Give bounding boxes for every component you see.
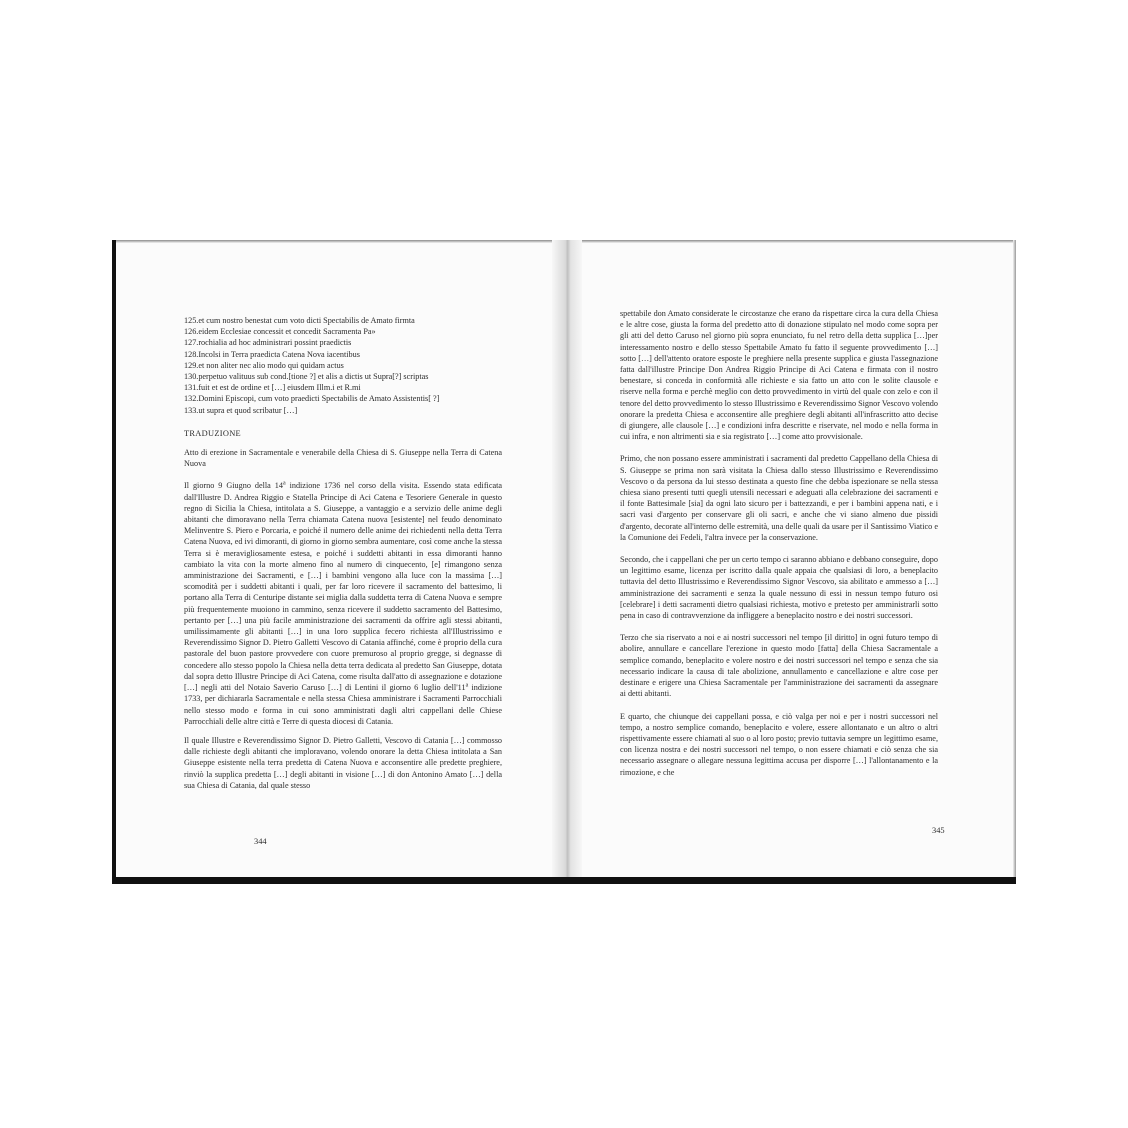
paragraph-2: Il quale Illustre e Reverendissimo Signor D. Pietro Galletti, Vescovo di Catania […] commosso dalle richieste degli abitanti che imploravano, volendo onorare la detta Chiesa intitolata a San Giuseppe esistente nella terra predetta di Catena Nuova e acconsentire alle predette preghiere, rinviò la supplica predetta […] degli abitanti in visione […] di don Antonino Amato […] della sua Chiesa di Catania, dal quale stesso (184, 735, 502, 790)
latin-line: 133.ut supra et quod scribatur […] (184, 405, 298, 415)
latin-transcription (184, 315, 502, 416)
paragraph-1-part-a: Il giorno 9 Giugno della 14 (184, 481, 283, 491)
latin-line: 125.et cum nostro benestat cum voto dicti Spectabilis de Amato firmta (184, 316, 415, 325)
right-page (620, 240, 938, 877)
paragraph-secondo: Secondo, che i cappellani che per un certo tempo ci saranno abbiano e debbano conseguire, dopo un legittimo esame, licenza per iscritto dalla quale appaia che qualsiasi di loro, a beneplacito tuttavia del detto Illustrissimo e Reverendissimo Signor Vescovo, sia abilitato e ammesso a […] amministrazione dei sacramenti e senza la quale nessuno di essi in nessun tempo futuro osi [celebrare] i detti sacramenti dietro qualsiasi richiesta, motivo e pretesto per amministrarli sotto pena in caso di contravvenzione da infliggere a beneplacito nostro e dei nostri successori. (620, 555, 938, 621)
ordinal-suffix: a (282, 480, 286, 487)
page-number-right: 345 (932, 826, 945, 835)
latin-line: 129.et non aliter nec alio modo qui quidam actus (184, 360, 344, 370)
ordinal-suffix: a (465, 682, 469, 689)
paragraph-primo: Primo, che non possano essere amministrati i sacramenti dal predetto Cappellano della Chiesa di S. Giuseppe se prima non sarà visitata la Chiesa dallo stesso Illustrissimo e Reverendissimo Vescovo o da persona da lui stesso destinata a questo fine che debba ispezionare se nella stessa chiesa siano presenti tutti quegli utensili necessari e adeguati alla celebrazione dei sacramenti e il fonte Battesimale [sia] da ogni lato sicuro per i battezzandi, e per i bambini appena nati, e i sacri vasi d'argento per conservare gli oli sacri, e anche che vi siano almeno due pissidi d'argento, decorate all'interno delle estremità, una delle quali da usare per il Santissimo Viatico e la Comunione dei Fedeli, l'altra invece per la conservazione. (620, 454, 938, 542)
paragraph-1-part-b: indizione 1736 nel corso della visita. Essendo stata edificata dall'Illustre D. Andrea Riggio e Statella Principe di Aci Catena e Tesoriere Generale in questo regno di Sicilia la Chiesa, intitolata a S. Giuseppe, a vantaggio e a servizio delle anime degli abitanti che dimoravano nella Terra chiamata Catena nuova [esistente] nel feudo denominato Melinventre S. Piero e Porcaria, e poiché il numero delle anime dei richiedenti nella detta Terra Catena Nuova, ed ivi dimoranti, di giorno in giorno sembra aumentare, così come anche la stessa Terra si è meravigliosamente estesa, e poiché i suddetti abitanti in essa dimoranti hanno cambiato la vita con la morte almeno fino al numero di cinquecento, [e] rimangono senza amministrazione dei Sacramenti, e […] i bambini vengono alla luce con la massima […] scomodità per i suddetti abitanti i quali, per far loro ricevere il sacramento del battesimo, li portano alla Terra di Centuripe distante sei miglia dalla suddetta terra di Catena Nuova e sempre più frequentemente muoiono in cammino, senza ricevere il suddetto sacramento del Battesimo, pertanto per […] una più facile amministrazione dei sacramenti da offrire agli stessi abitanti, umilissimamente gli abitanti […] in una loro supplica fecero richiesta all'Illustrissimo e Reverendissimo Signor D. Pietro Galletti Vescovo di Catania affinché, come è proprio della cura pastorale del buon pastore provvedere con cuore premuroso al proprio gregge, si degnasse di concedere allo stesso popolo la Chiesa nella detta terra dedicata al predetto San Giuseppe, dotata dal sopra detto Illustre Principe di Aci Catena, come risulta dall'atto di assegnazione e dotazione […] negli atti del Notaio Saverio Caruso […] di Lentini il giorno 6 luglio dell'11 (184, 481, 502, 693)
latin-line: 127.rochialia ad hoc administrari possint praedictis (184, 338, 352, 348)
document-subtitle: Atto di erezione in Sacramentale e venerabile della Chiesa di S. Giuseppe nella Terra di Catena Nuova (184, 448, 502, 469)
page-number-left: 344 (254, 837, 267, 846)
latin-line: 128.Incolsi in Terra praedicta Catena Nova iacentibus (184, 349, 360, 359)
paragraph-1-part-c: indizione 1733, per dichiararla Sacramentale e nella stessa Chiesa amministrare i Sacramenti Parrocchiali nello stesso modo e forma in cui sono amministrati dagli altri cappellani delle Chiese Parrocchiali delle altre città e Terre di questa diocesi di Catania. (184, 683, 502, 726)
book-gutter (552, 240, 582, 877)
latin-line: 130.perpetuo valituus sub cond.[tione ?] et alis a dictis ut Supra[?] scriptas (184, 372, 429, 382)
right-edge-shadow (1013, 240, 1016, 877)
paragraph-1 (184, 480, 502, 726)
scanned-book-spread (112, 240, 1016, 884)
latin-line: 126.eidem Ecclesiae concessit et concedit Sacramenta Pa» (184, 327, 376, 337)
section-heading: TRADUZIONE (184, 428, 241, 438)
left-page (184, 240, 502, 877)
paragraph-continuation: spettabile don Amato considerate le circostanze che erano da rispettare circa la cura della Chiesa e le altre cose, giusta la forma del predetto atto di donazione stipulato nel modo come sopra per gli atti del detto Caruso nel giorno più sopra enunciato, fu nel retro della detta supplica […]per interessamento nostro e dello stesso Spettabile Amato fu fatto il seguente provvedimento […] sotto […] dell'attento oratore esposte le preghiere nella presente supplica e giusta l'assegnazione fatta dall'illustre Principe Don Andrea Riggio Principe di Aci Catena e firmata con il nostro benestare, si conceda in conformità alle richieste e sia fatto un atto con le solite clausole e riserve nella forma e perchè meglio con detto provvedimento in virtù del quale con zelo e con il tenore del detto provvedimento lo stesso Illustrissimo e Reverendissimo Signor Vescovo volendo onorare la predetta Chiesa e acconsentire alle preghiere degli abitanti all'infrascritto atto decise di giungere, alle clausole […] e condizioni infra descritte e riservate, nel modo e nella forma in cui infra, e non altrimenti sia e sia registrato […] come atto provvisionale. (620, 309, 938, 442)
latin-line: 131.fuit et est de ordine et […] eiusdem Illm.i et R.mi (184, 383, 361, 393)
paragraph-terzo: Terzo che sia riservato a noi e ai nostri successori nel tempo [il diritto] in ogni futuro tempo di abolire, annullare e cancellare l'erezione in questo modo [fatta] della Chiesa Sacramentale a semplice comando, beneplacito e volere nostro e dei nostri successori nel tempo e senza che sia necessario indicare la causa di tale abolizione, annullamento e cancellazione e altre cose per destinare e erigere una Chiesa Sacramentale per l'amministrazione dei sacramenti da assegnare ai detti abitanti. (620, 633, 938, 699)
paragraph-quarto: E quarto, che chiunque dei cappellani possa, e ciò valga per noi e per i nostri successori nel tempo, a nostro semplice comando, beneplacito e volere, essere allontanato e un altro o altri rispettivamente essere chiamati al suo o al loro posto; previo tuttavia sempre un legittimo esame, con licenza nostra e dei nostri successori nel tempo, o non essere chiamati e ciò senza che sia necessario assegnare o allegare nessuna legittima accusa per disporre […] l'allontanamento e la rimozione, e che (620, 711, 938, 777)
latin-line: 132.Domini Episcopi, cum voto praedicti Spectabilis de Amato Assistentis[ ?] (184, 394, 440, 404)
